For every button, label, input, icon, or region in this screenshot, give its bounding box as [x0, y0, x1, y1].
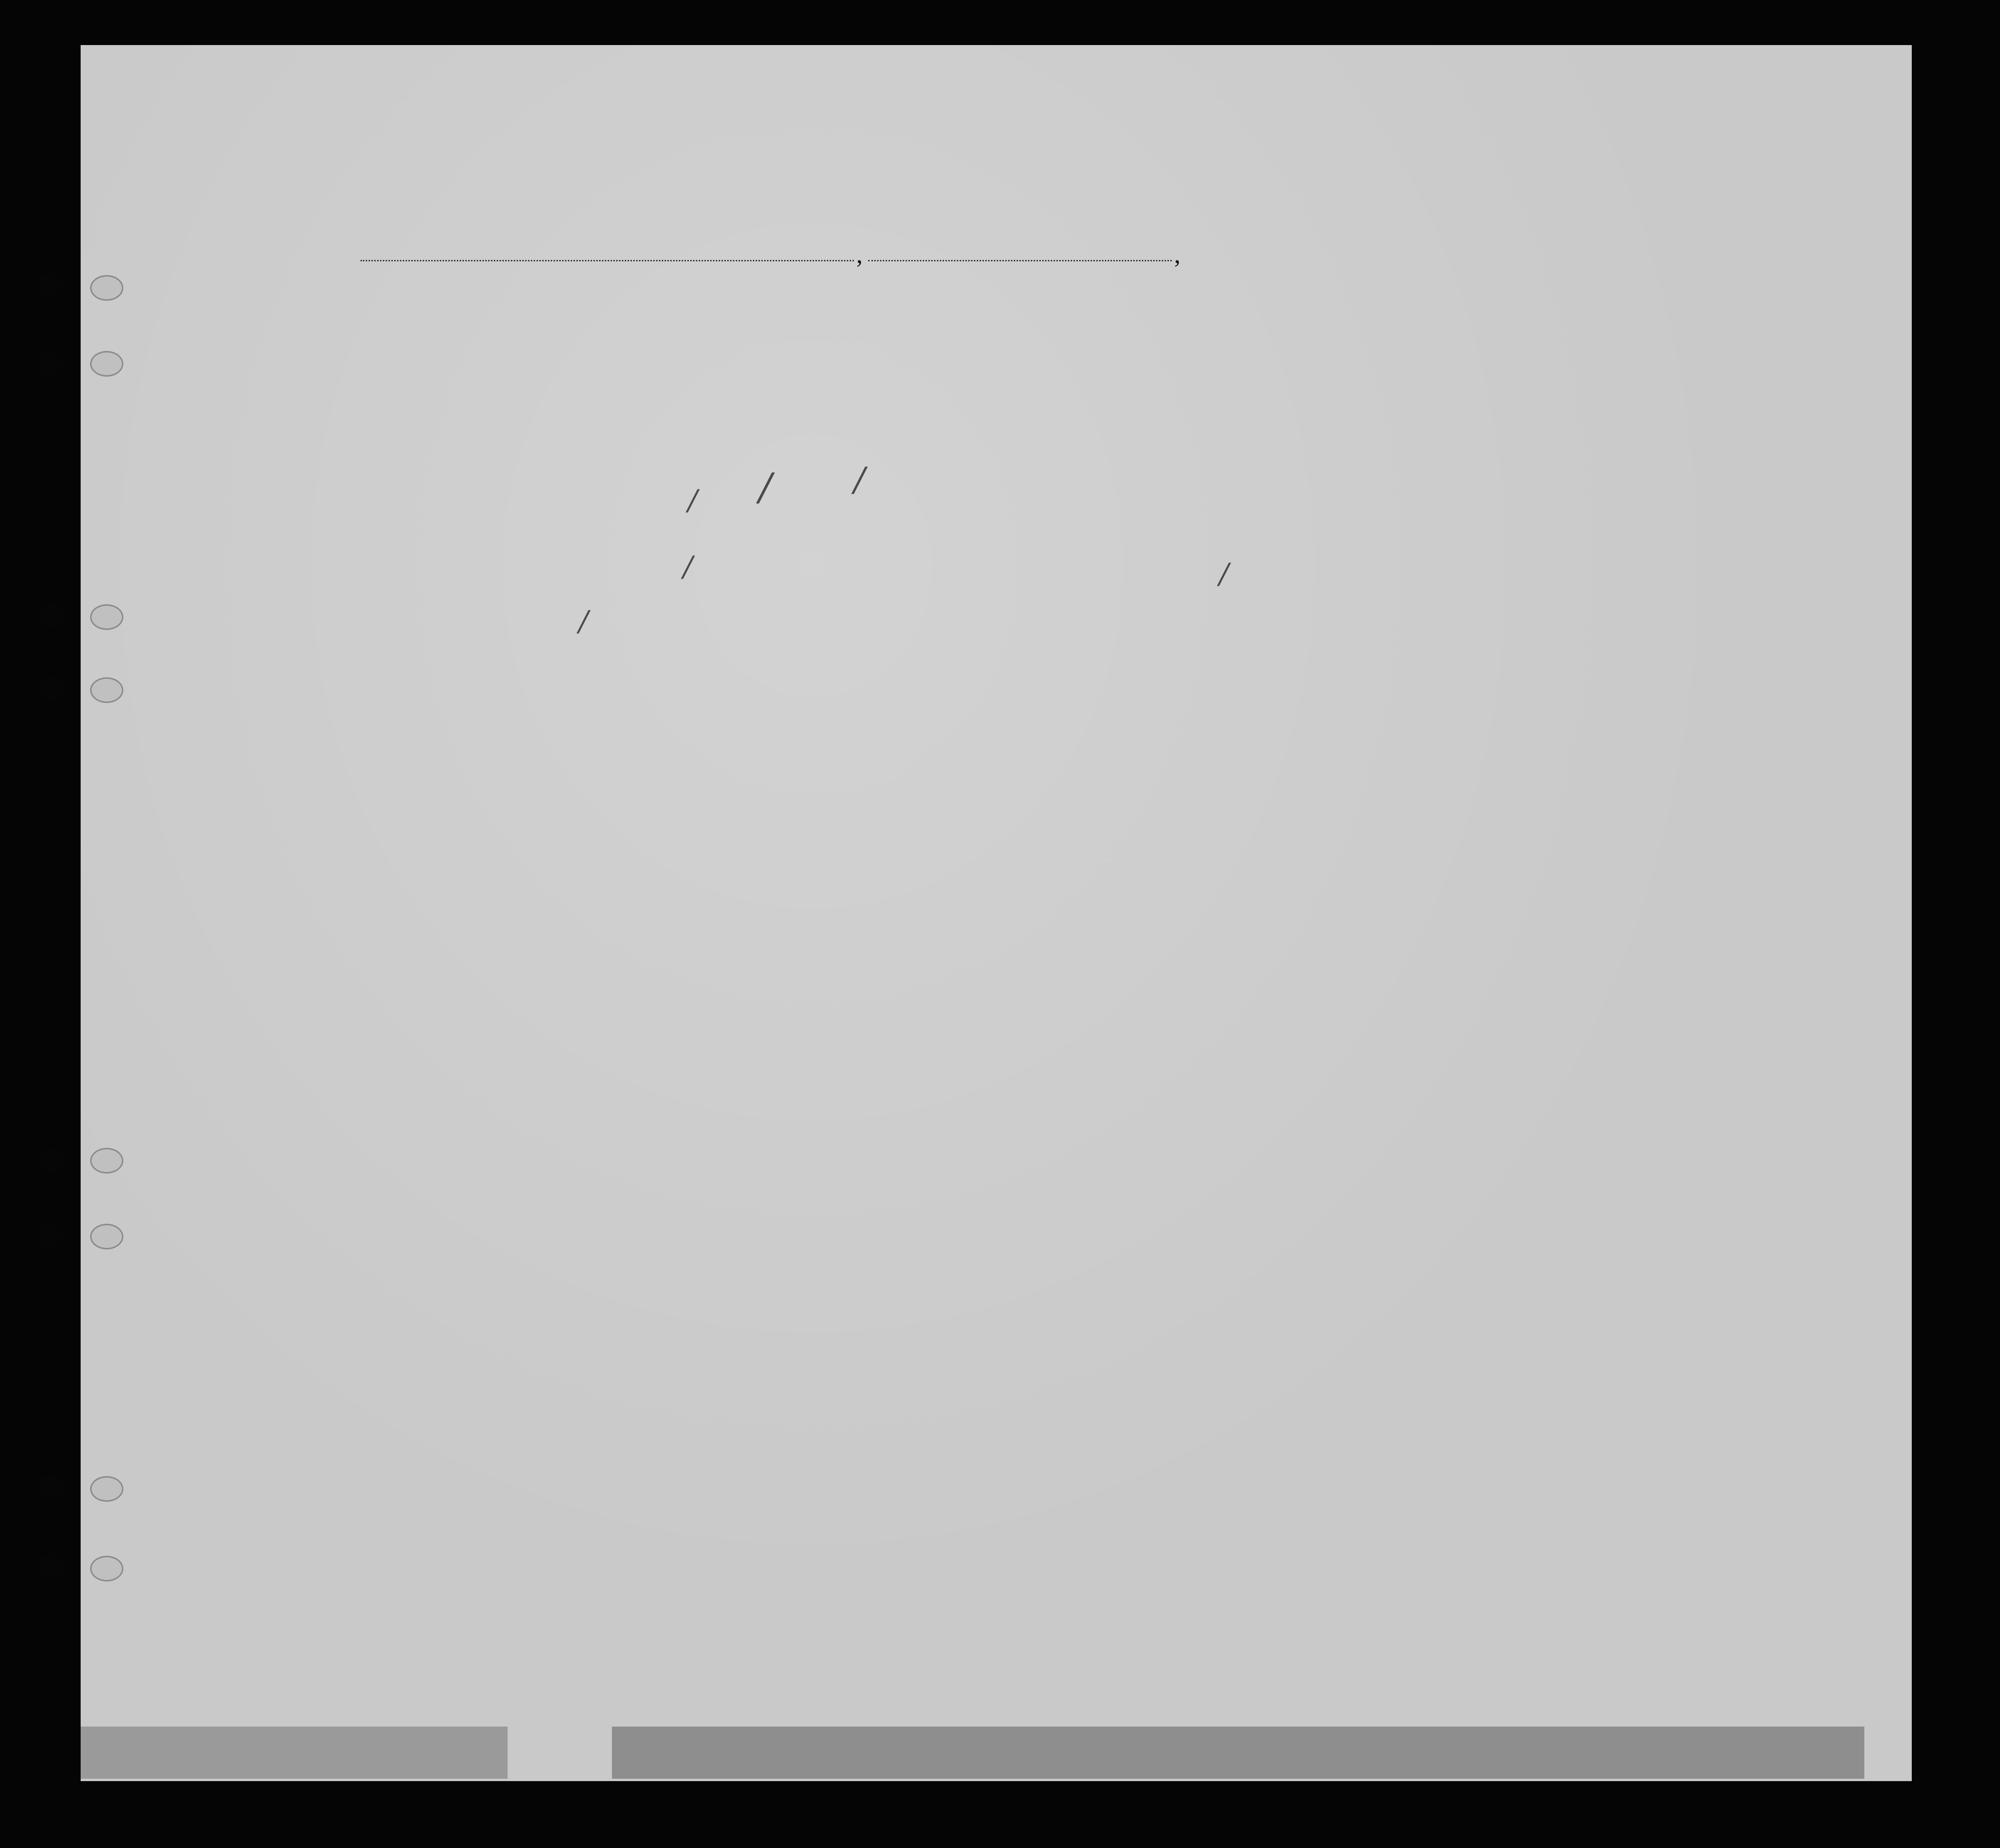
comma: ,	[856, 240, 863, 268]
header-c33-inches	[1615, 417, 1632, 460]
header-c28	[1351, 327, 1394, 455]
handwritten-tick: /	[854, 460, 865, 499]
header-c24-c	[1224, 346, 1243, 455]
handwritten-tick: /	[579, 605, 589, 638]
header-c27	[1328, 327, 1347, 455]
handwritten-tick: /	[759, 465, 772, 509]
header-c19	[584, 327, 608, 451]
handwritten-tick: /	[683, 550, 693, 583]
header-c24-b	[1176, 346, 1194, 455]
header-c33-feet	[1596, 422, 1613, 460]
header-c24-a	[1120, 346, 1155, 455]
comma: ,	[1174, 240, 1181, 268]
header-c30	[1442, 327, 1466, 455]
header-c25	[1263, 327, 1296, 455]
handwritten-tick: /	[1219, 557, 1229, 591]
handwritten-tick: /	[688, 484, 698, 517]
header-c29	[1392, 327, 1435, 455]
header-c26	[1301, 327, 1320, 455]
header-c21	[706, 327, 730, 451]
